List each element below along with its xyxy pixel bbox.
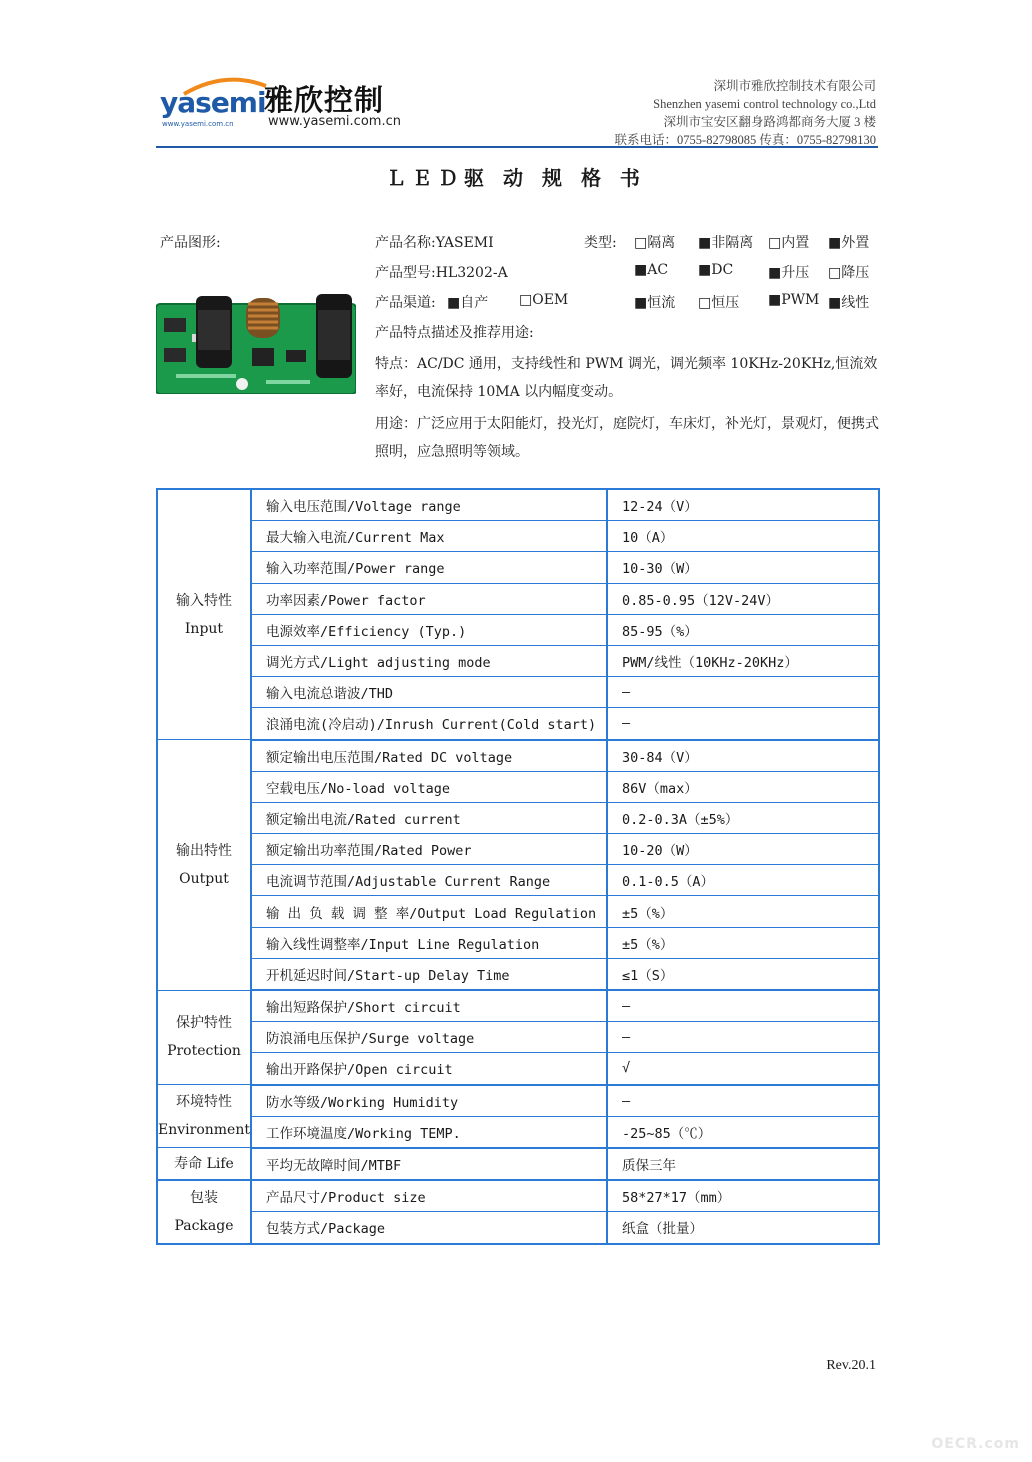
- table-row: [157, 771, 879, 802]
- table-row: [157, 802, 879, 833]
- category-cell: [157, 1085, 251, 1148]
- logo-mark: yasemi: [160, 86, 266, 119]
- parameter-value: ±5（%）: [607, 896, 879, 927]
- parameter-value: 30-84（V）: [607, 740, 879, 772]
- feature-text: 特点：AC/DC 通用，支持线性和 PWM 调光，调光频率 10KHz-20KHz,恒流效率好，电流保持 10MA 以内幅度变动。: [375, 356, 878, 400]
- type-ac: ■AC: [634, 262, 669, 278]
- type-dc: ■DC: [698, 262, 734, 278]
- table-row: [157, 1053, 879, 1085]
- table-row: [157, 990, 879, 1022]
- table-row: [157, 583, 879, 614]
- parameter-value: 0.85-0.95（12V-24V）: [607, 583, 879, 614]
- parameter-value: 0.2-0.3A（±5%）: [607, 802, 879, 833]
- table-row: [157, 614, 879, 645]
- type-boost: ■升压: [768, 265, 810, 281]
- company-logo: [160, 76, 420, 134]
- table-row: [157, 1022, 879, 1053]
- type-constant-voltage: □恒压: [698, 295, 740, 311]
- revision-number: Rev.20.1: [826, 1358, 876, 1373]
- parameter-name: 输 出 负 载 调 整 率/Output Load Regulation: [251, 896, 607, 927]
- category-cn: 保护特性: [175, 1015, 232, 1032]
- table-row: [157, 896, 879, 927]
- table-row: [157, 740, 879, 772]
- brand-name: 雅欣控制: [264, 83, 385, 117]
- parameter-value: 86V（max）: [607, 771, 879, 802]
- parameter-value: 纸盒（批量）: [607, 1212, 879, 1244]
- product-name: 产品名称:YASEMI: [375, 235, 494, 251]
- parameter-name: 输入电流总谐波/THD: [251, 677, 607, 708]
- category-en: Environment: [158, 1122, 250, 1139]
- parameter-value: PWM/线性（10KHz-20KHz）: [607, 645, 879, 676]
- category-cn: 寿命 Life: [174, 1155, 234, 1172]
- parameter-value: —: [607, 677, 879, 708]
- header-divider: [156, 146, 878, 148]
- category-en: Protection: [167, 1043, 241, 1060]
- channel-self: ■自产: [447, 295, 489, 311]
- category-cn: 环境特性: [175, 1094, 232, 1111]
- parameter-name: 额定输出功率范围/Rated Power: [251, 834, 607, 865]
- category-en: Input: [184, 620, 224, 637]
- usage-text: 用途：广泛应用于太阳能灯，投光灯，庭院灯，车床灯，补光灯，景观灯，便携式照明，应急照明等领域。: [375, 416, 879, 460]
- parameter-name: 额定输出电流/Rated current: [251, 802, 607, 833]
- table-row: [157, 865, 879, 896]
- table-row: [157, 927, 879, 958]
- parameter-name: 包装方式/Package: [251, 1212, 607, 1244]
- company-info: [615, 77, 876, 149]
- parameter-name: 输入线性调整率/Input Line Regulation: [251, 927, 607, 958]
- type-internal: □内置: [768, 235, 810, 251]
- parameter-value: 10-20（W）: [607, 834, 879, 865]
- table-row: [157, 1180, 879, 1212]
- type-external: ■外置: [828, 235, 870, 251]
- spec-table: [156, 488, 880, 1245]
- table-row: [157, 677, 879, 708]
- table-row: [157, 1212, 879, 1244]
- watermark: OECR.com: [931, 1436, 1020, 1452]
- table-row: [157, 489, 879, 521]
- table-row: [157, 521, 879, 552]
- category-cn: 输出特性: [175, 842, 232, 859]
- table-row: [157, 958, 879, 990]
- table-row: [157, 1116, 879, 1148]
- category-cell: [157, 1148, 251, 1180]
- product-info: [375, 232, 880, 466]
- parameter-name: 空载电压/No-load voltage: [251, 771, 607, 802]
- parameter-name: 功率因素/Power factor: [251, 583, 607, 614]
- parameter-name: 电流调节范围/Adjustable Current Range: [251, 865, 607, 896]
- product-model: 产品型号:HL3202-A: [375, 265, 508, 281]
- type-non-isolated: ■非隔离: [698, 235, 754, 251]
- channel-label: 产品渠道:: [375, 295, 436, 311]
- company-contact: 联系电话：0755-82798085 传真：0755-82798130: [614, 133, 876, 147]
- parameter-value: 10-30（W）: [607, 552, 879, 583]
- parameter-value: ±5（%）: [607, 927, 879, 958]
- parameter-name: 调光方式/Light adjusting mode: [251, 645, 607, 676]
- parameter-name: 工作环境温度/Working TEMP.: [251, 1116, 607, 1148]
- category-cell: [157, 1180, 251, 1243]
- parameter-name: 最大输入电流/Current Max: [251, 521, 607, 552]
- type-isolated: □隔离: [634, 235, 676, 251]
- parameter-value: 0.1-0.5（A）: [607, 865, 879, 896]
- category-cell: [157, 740, 251, 991]
- parameter-value: 10（A）: [607, 521, 879, 552]
- parameter-name: 输入电压范围/Voltage range: [251, 489, 607, 521]
- parameter-value: ≤1（S）: [607, 958, 879, 990]
- table-row: [157, 552, 879, 583]
- product-image-label: 产品图形:: [160, 235, 221, 251]
- category-cn: 输入特性: [175, 592, 232, 609]
- category-cn: 包装: [189, 1189, 218, 1206]
- parameter-name: 产品尺寸/Product size: [251, 1180, 607, 1212]
- parameter-value: —: [607, 990, 879, 1022]
- type-buck: □降压: [828, 265, 870, 281]
- product-pcb-image: [156, 290, 356, 394]
- description-heading: 产品特点描述及推荐用途:: [375, 325, 534, 341]
- type-pwm: ■PWM: [768, 292, 820, 308]
- parameter-value: —: [607, 708, 879, 740]
- parameter-value: —: [607, 1085, 879, 1117]
- type-constant-current: ■恒流: [634, 295, 676, 311]
- parameter-name: 开机延迟时间/Start-up Delay Time: [251, 958, 607, 990]
- category-en: Package: [174, 1217, 234, 1234]
- category-cell: [157, 990, 251, 1085]
- table-row: [157, 1148, 879, 1180]
- parameter-name: 输出短路保护/Short circuit: [251, 990, 607, 1022]
- parameter-value: -25~85（℃）: [607, 1116, 879, 1148]
- parameter-name: 输入功率范围/Power range: [251, 552, 607, 583]
- logo-small-url: www.yasemi.com.cn: [162, 120, 234, 128]
- parameter-name: 防水等级/Working Humidity: [251, 1085, 607, 1117]
- parameter-name: 平均无故障时间/MTBF: [251, 1148, 607, 1180]
- table-row: [157, 1085, 879, 1117]
- parameter-value: 58*27*17（mm）: [607, 1180, 879, 1212]
- page-title: ＬＥＤ驱 动 规 格 书: [386, 166, 646, 190]
- company-address: 深圳市宝安区翻身路鸿都商务大厦 3 楼: [663, 115, 876, 129]
- parameter-name: 额定输出电压范围/Rated DC voltage: [251, 740, 607, 772]
- parameter-value: —: [607, 1022, 879, 1053]
- parameter-name: 防浪涌电压保护/Surge voltage: [251, 1022, 607, 1053]
- table-row: [157, 834, 879, 865]
- parameter-value: 12-24（V）: [607, 489, 879, 521]
- company-name-cn: 深圳市雅欣控制技术有限公司: [713, 79, 876, 93]
- category-cell: [157, 489, 251, 740]
- company-name-en: Shenzhen yasemi control technology co.,Ltd: [653, 97, 876, 111]
- parameter-name: 电源效率/Efficiency (Typ.): [251, 614, 607, 645]
- table-row: [157, 645, 879, 676]
- parameter-value: 质保三年: [607, 1148, 879, 1180]
- category-en: Output: [179, 870, 229, 887]
- table-row: [157, 708, 879, 740]
- brand-url: www.yasemi.com.cn: [268, 114, 401, 129]
- channel-oem: □OEM: [519, 292, 569, 308]
- parameter-name: 浪涌电流(冷启动)/Inrush Current(Cold start): [251, 708, 607, 740]
- parameter-name: 输出开路保护/Open circuit: [251, 1053, 607, 1085]
- type-label: 类型:: [584, 235, 617, 251]
- parameter-value: √: [607, 1053, 879, 1085]
- type-linear: ■线性: [828, 295, 870, 311]
- parameter-value: 85-95（%）: [607, 614, 879, 645]
